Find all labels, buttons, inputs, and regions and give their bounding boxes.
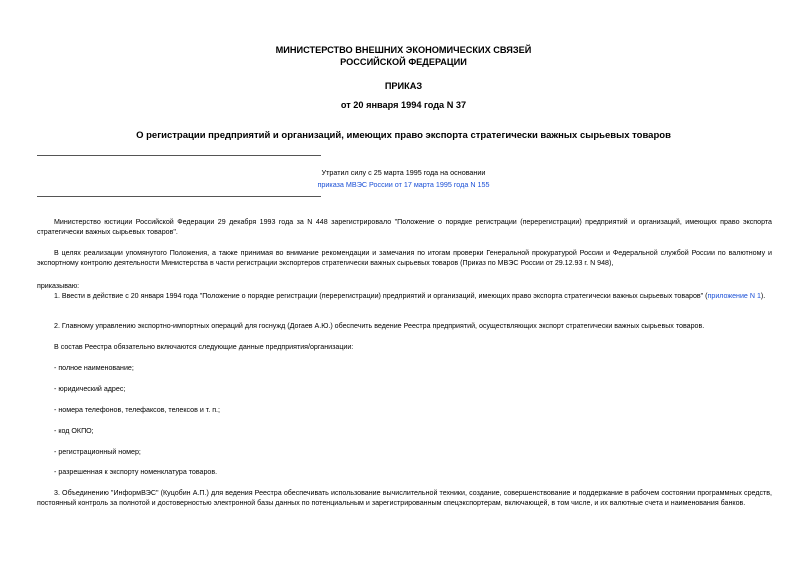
document-date-number: от 20 января 1994 года N 37 — [340, 100, 467, 110]
list-item: - разрешенная к экспорту номенклатура товаров. — [54, 468, 218, 476]
bottom-divider — [37, 196, 321, 197]
ministry-name-line1: МИНИСТЕРСТВО ВНЕШНИХ ЭКОНОМИЧЕСКИХ СВЯЗЕЙ — [275, 45, 532, 55]
list-item: - юридический адрес; — [54, 385, 126, 393]
paragraph-registration: Министерство юстиции Российской Федерации 29 декабря 1993 года за N 448 зарегистрировало "Положение о порядке регистрации (перерегистрации) предприятий и организаций, имеющих право экспорта стратегически важных сырьевых товаров". — [37, 218, 772, 236]
document-type: ПРИКАЗ — [384, 81, 423, 91]
order-item-1-end: ). — [760, 292, 766, 300]
repeal-order-link[interactable]: приказа МВЭС России от 17 марта 1995 года N 155 — [317, 180, 490, 189]
order-item-1-text: 1. Ввести в действие с 20 января 1994 года "Положение о порядке регистрации (перерегистрации) предприятий и организаций, имеющих право экспорта стратегически важных сырьевых товаров" ( — [54, 292, 708, 300]
list-item: - полное наименование; — [54, 364, 134, 372]
status-note-text: Утратил силу с 25 марта 1995 года на основании — [321, 168, 486, 177]
ministry-name-line2: РОССИЙСКОЙ ФЕДЕРАЦИИ — [340, 57, 467, 67]
registry-intro: В состав Реестра обязательно включаются следующие данные предприятия/организации: — [54, 343, 354, 351]
document-subject: О регистрации предприятий и организаций, имеющих право экспорта стратегически важных сырьевых товаров — [136, 130, 671, 141]
list-item: - код ОКПО; — [54, 427, 94, 435]
list-item: - регистрационный номер; — [54, 448, 141, 456]
order-item-3: 3. Объединению "ИнформВЭС" (Куцобин А.П.) для ведения Реестра обеспечивать использование вычислительной техники, создание, совершенствование и поддержание в рабочем состоянии программных средств, постоянный контроль за полнотой и достоверностью электронной базы данных по потенциальным и зарегистрированным спецэкспортерам, включающей, в том числе, и их валютные счета и наименования банков. — [37, 489, 772, 507]
list-item: - номера телефонов, телефаксов, телексов и т. п.; — [54, 406, 220, 414]
order-item-2: 2. Главному управлению экспортно-импортных операций для госнужд (Догаев А.Ю.) обеспечить ведение Реестра предприятий, осуществляющих экспорт стратегически важных сырьевых товаров. — [54, 322, 705, 330]
appendix-1-link[interactable]: приложение N 1 — [707, 292, 761, 300]
paragraph-purpose: В целях реализации упомянутого Положения, а также принимая во внимание рекомендации и замечания по итогам проверки Генеральной прокуратурой России и Федеральной службой России по валютному и экспортному контролю деятельности Министерства в части регистрации экспортеров стратегически важных сырьевых товаров (Приказ по МВЭС России от 29.12.93 г. N 948), — [37, 249, 772, 267]
top-divider — [37, 155, 321, 156]
status-note-line2 — [0, 180, 807, 189]
order-item-1 — [37, 291, 772, 301]
order-word: приказываю: — [37, 282, 80, 290]
